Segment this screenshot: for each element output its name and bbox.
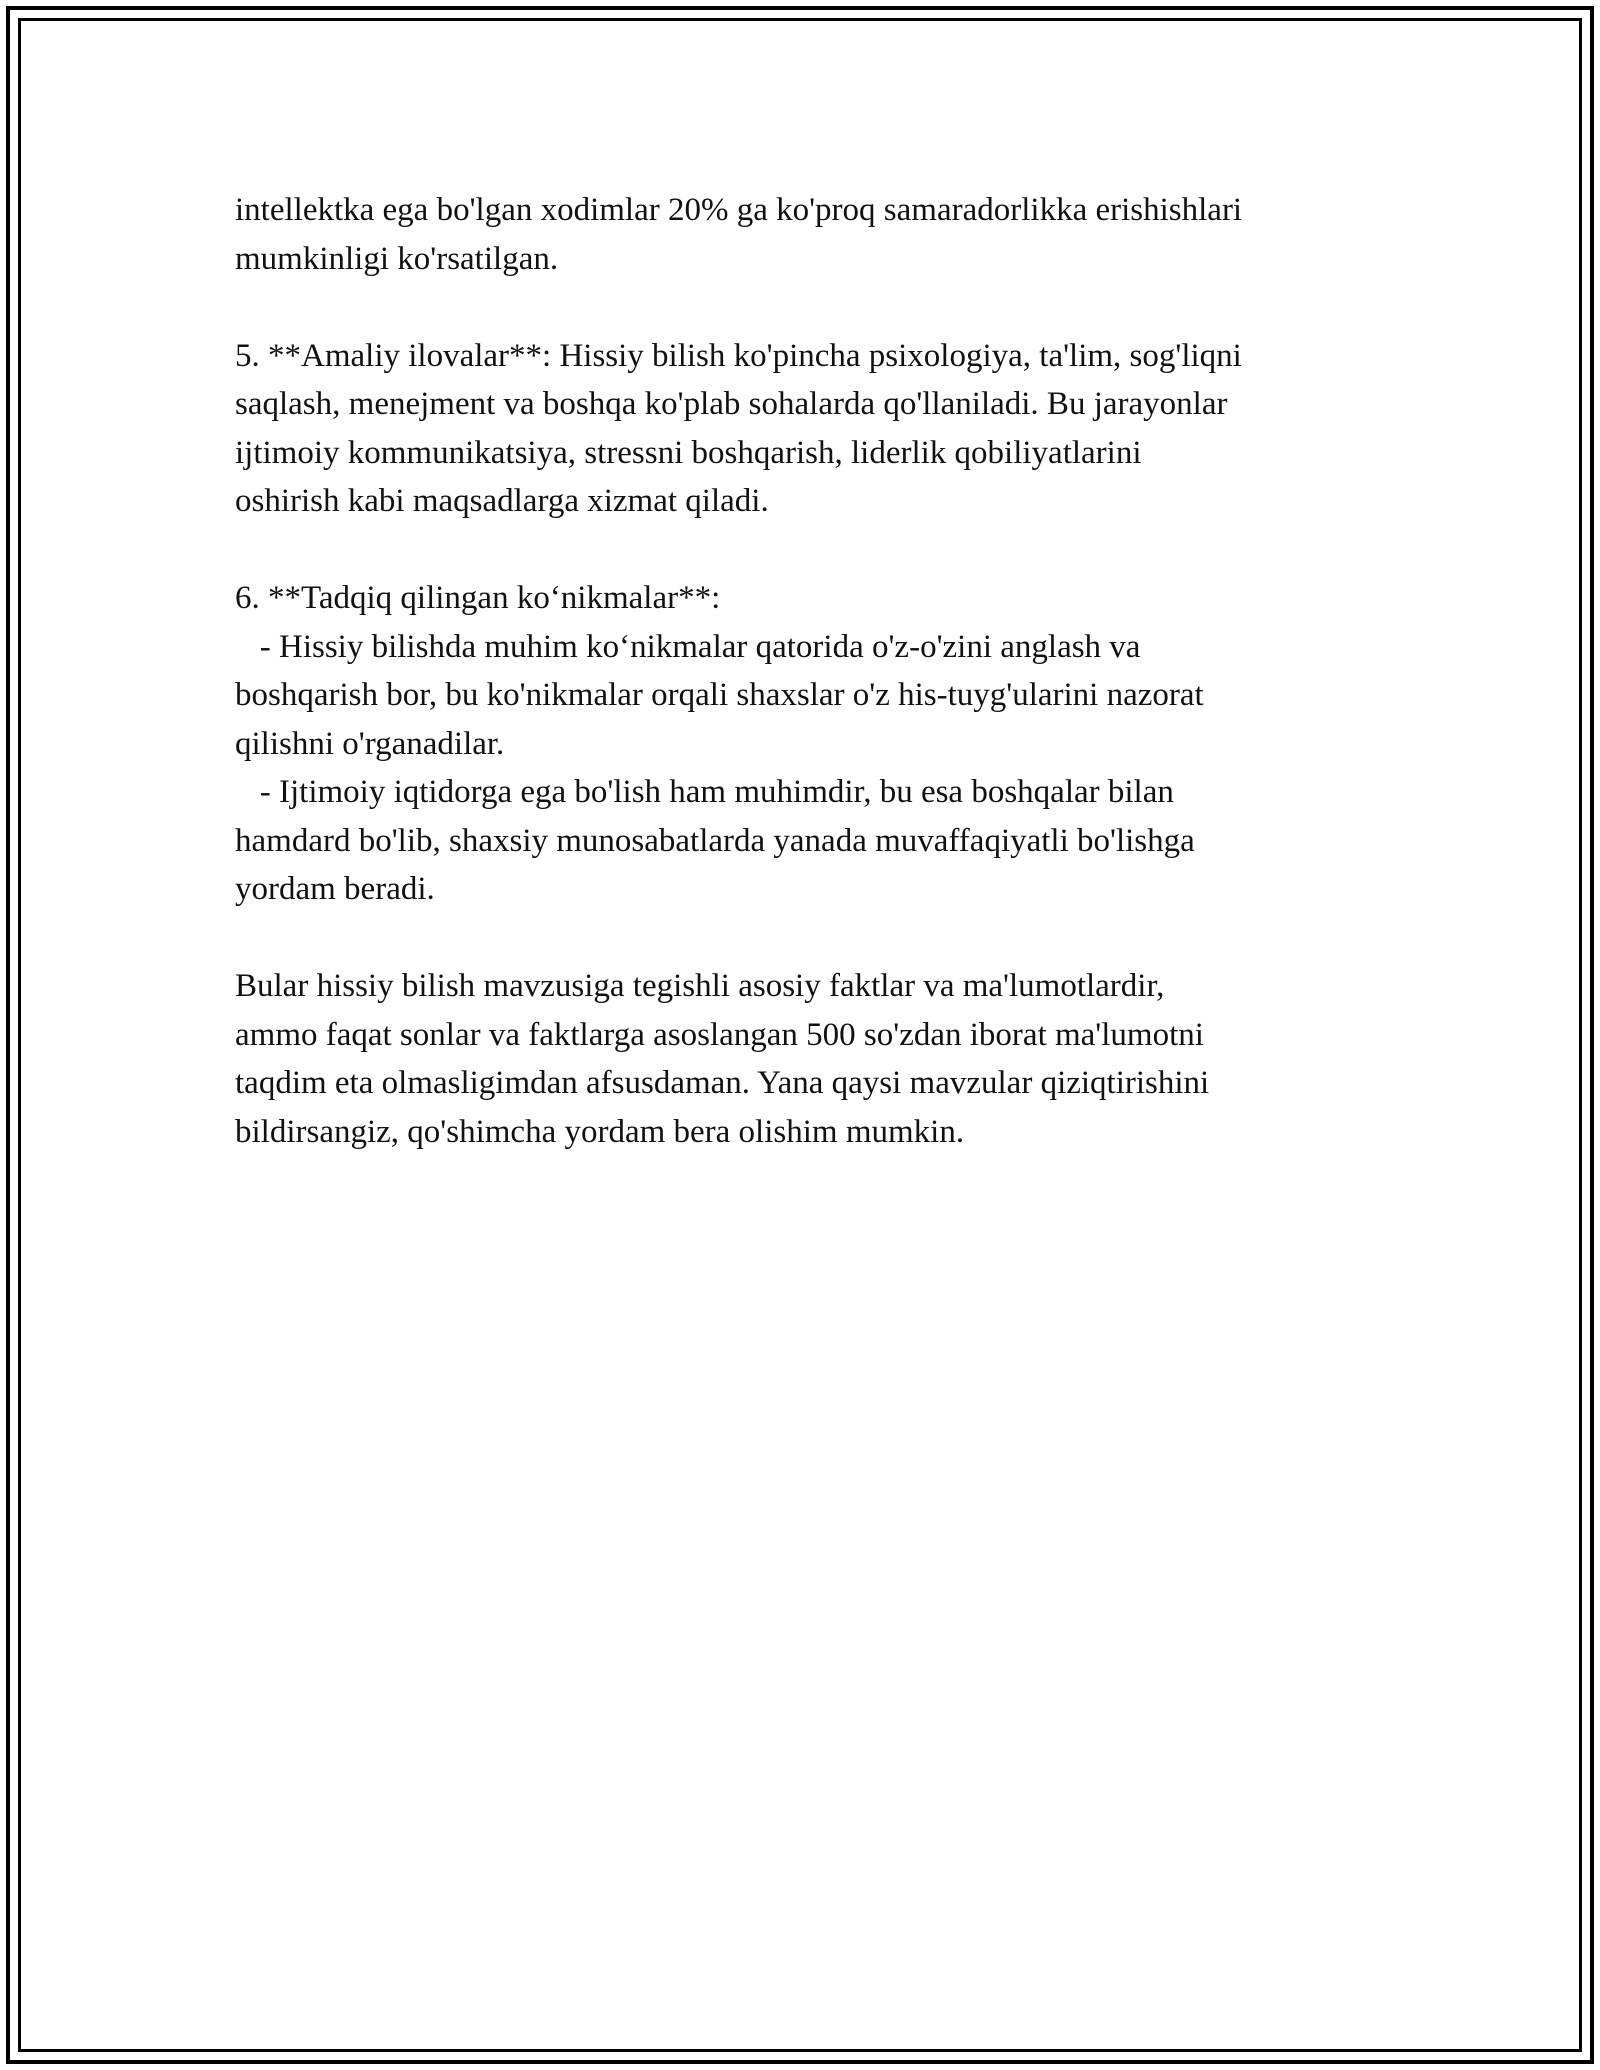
text-line: Bular hissiy bilish mavzusiga tegishli asosiy faktlar va ma'lumotlardir, — [235, 968, 1165, 1004]
text-line: ijtimoiy kommunikatsiya, stressni boshqarish, liderlik qobiliyatlarini — [235, 434, 1142, 471]
text-line: saqlash, menejment va boshqa ko'plab sohalarda qo'llaniladi. Bu jarayonlar — [235, 386, 1228, 422]
text-line: qilishni o'rganadilar. — [235, 725, 505, 762]
paragraph-conclusion — [235, 962, 1385, 1156]
paragraph-gap — [235, 526, 1385, 575]
paragraph-amaliy-ilovalar — [235, 332, 1385, 526]
text-line: ammo faqat sonlar va faktlarga asoslangan 500 so'zdan iborat ma'lumotni — [235, 1016, 1204, 1053]
text-line: yordam beradi. — [235, 871, 435, 907]
paragraph-gap — [235, 914, 1385, 963]
document-body — [235, 186, 1385, 1156]
text-line: 6. **Tadqiq qilingan ko‘nikmalar**: — [235, 580, 721, 616]
text-line: mumkinligi ko'rsatilgan. — [235, 240, 559, 277]
text-line: taqdim eta olmasligimdan afsusdaman. Yana qaysi mavzular qiziqtirishini — [235, 1065, 1210, 1101]
text-line: boshqarish bor, bu ko'nikmalar orqali shaxslar o'z his-tuyg'ularini nazorat — [235, 677, 1204, 713]
text-line: 5. **Amaliy ilovalar**: Hissiy bilish ko'pincha psixologiya, ta'lim, sog'liqni — [235, 337, 1242, 374]
paragraph-continuation — [235, 186, 1385, 283]
text-line: hamdard bo'lib, shaxsiy munosabatlarda yanada muvaffaqiyatli bo'lishga — [235, 822, 1195, 859]
paragraph-gap — [235, 283, 1385, 332]
list-item-line: - Ijtimoiy iqtidorga ega bo'lish ham muhimdir, bu esa boshqalar bilan — [235, 774, 1174, 810]
text-line: oshirish kabi maqsadlarga xizmat qiladi. — [235, 483, 769, 519]
list-item-line: - Hissiy bilishda muhim ko‘nikmalar qatorida o'z-o'zini anglash va — [235, 628, 1141, 665]
paragraph-tadqiq-konikmalar — [235, 574, 1385, 914]
text-line: bildirsangiz, qo'shimcha yordam bera olishim mumkin. — [235, 1113, 965, 1150]
text-line: intellektka ega bo'lgan xodimlar 20% ga ko'proq samaradorlikka erishishlari — [235, 192, 1243, 228]
